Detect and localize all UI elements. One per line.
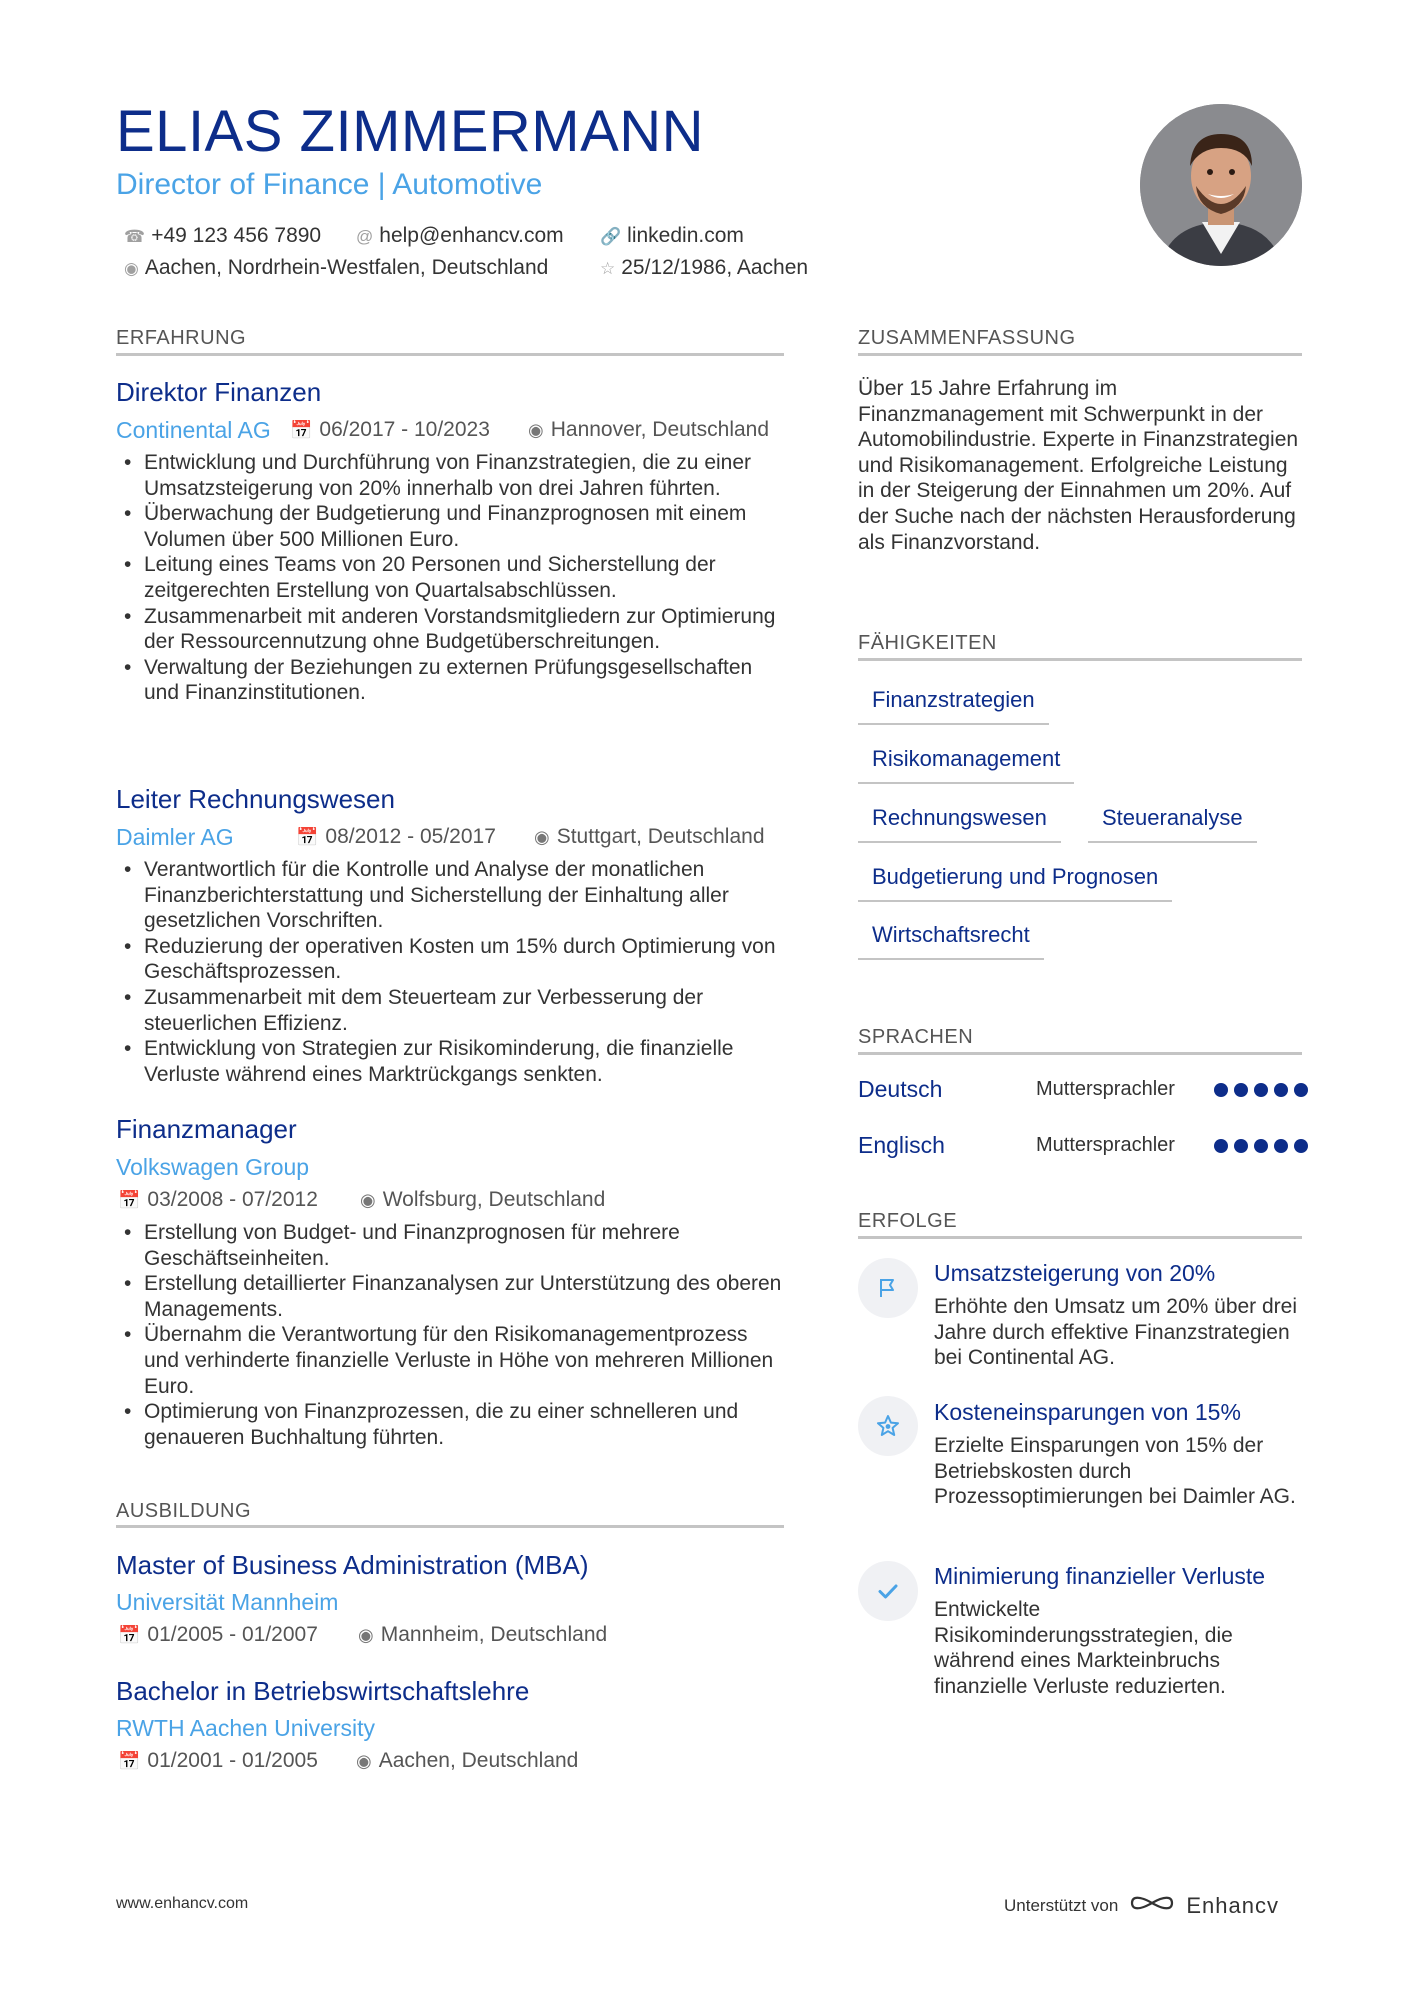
enhancv-logo-icon bbox=[1128, 1890, 1176, 1921]
candidate-name: ELIAS ZIMMERMANN bbox=[116, 99, 705, 164]
skill-tag: Rechnungswesen bbox=[858, 805, 1061, 843]
job-dates: 📅 08/2012 - 05/2017 bbox=[296, 825, 496, 848]
contact-linkedin[interactable]: 🔗 linkedin.com bbox=[600, 224, 744, 247]
achievement-title: Minimierung finanzieller Verluste bbox=[934, 1563, 1266, 1589]
edu-location: ◉ Aachen, Deutschland bbox=[356, 1749, 579, 1772]
list-item: • Entwicklung und Durchführung von Finanzstrategien, die zu einer Umsatzsteigerung von 20% innerhalb von drei Jahren führten. bbox=[116, 450, 786, 501]
section-divider bbox=[116, 1525, 784, 1528]
edu-location: ◉ Mannheim, Deutschland bbox=[358, 1623, 608, 1646]
section-title-summary: ZUSAMMENFASSUNG bbox=[858, 327, 1076, 349]
location-pin-icon: ◉ bbox=[534, 827, 550, 847]
rating-dot bbox=[1254, 1083, 1268, 1097]
rating-dot bbox=[1234, 1083, 1248, 1097]
achievement-desc: Erzielte Einsparungen von 15% der Betriebskosten durch Prozessoptimierungen bei Daimler AG. bbox=[934, 1434, 1296, 1509]
star-icon: ☆ bbox=[600, 259, 616, 278]
job-bullets bbox=[116, 450, 786, 706]
section-divider bbox=[858, 658, 1302, 661]
list-item: • Optimierung von Finanzprozessen, die zu einer schnelleren und genaueren Buchhaltung führten. bbox=[116, 1399, 786, 1450]
list-item: • Reduzierung der operativen Kosten um 15% durch Optimierung von Geschäftsprozessen. bbox=[116, 934, 786, 985]
skill-tag: Risikomanagement bbox=[858, 746, 1074, 784]
section-divider bbox=[858, 1052, 1302, 1055]
brand-name: Enhancv bbox=[1186, 1892, 1279, 1918]
rating-dot bbox=[1214, 1139, 1228, 1153]
job-title: Direktor Finanzen bbox=[116, 377, 322, 407]
list-item: • Zusammenarbeit mit anderen Vorstandsmitgliedern zur Optimierung der Ressourcennutzung ohne Budgetüberschreitungen. bbox=[116, 604, 786, 655]
job-dates: 📅 03/2008 - 07/2012 bbox=[118, 1188, 318, 1211]
section-divider bbox=[858, 1236, 1302, 1239]
location-pin-icon: ◉ bbox=[360, 1190, 376, 1210]
job-company: Volkswagen Group bbox=[116, 1154, 310, 1180]
edu-dates: 📅 01/2001 - 01/2005 bbox=[118, 1749, 318, 1772]
list-item: • Leitung eines Teams von 20 Personen und Sicherstellung der zeitgerechten Erstellung von Quartalsabschlüssen. bbox=[116, 552, 786, 603]
skill-tag: Steueranalyse bbox=[1088, 805, 1257, 843]
language-rating bbox=[1214, 1083, 1308, 1097]
list-item: • Entwicklung von Strategien zur Risikominderung, die finanzielle Verluste während eines Marktrückgangs senkten. bbox=[116, 1036, 786, 1087]
edu-school: Universität Mannheim bbox=[116, 1589, 339, 1615]
edu-degree: Master of Business Administration (MBA) bbox=[116, 1550, 589, 1580]
skill-tag: Finanzstrategien bbox=[858, 687, 1049, 725]
achievement-title: Umsatzsteigerung von 20% bbox=[934, 1260, 1216, 1286]
list-item: • Verantwortlich für die Kontrolle und Analyse der monatlichen Finanzberichterstattung und Sicherstellung der Einhaltung aller gesetzlichen Vorschriften. bbox=[116, 857, 786, 934]
rating-dot bbox=[1234, 1139, 1248, 1153]
language-rating bbox=[1214, 1139, 1308, 1153]
footer-website[interactable]: www.enhancv.com bbox=[116, 1895, 249, 1912]
section-title-experience: ERFAHRUNG bbox=[116, 327, 247, 349]
star-icon bbox=[858, 1396, 918, 1456]
flag-icon bbox=[858, 1258, 918, 1318]
list-item: • Erstellung detaillierter Finanzanalysen zur Unterstützung des oberen Managements. bbox=[116, 1271, 786, 1322]
check-icon bbox=[858, 1561, 918, 1621]
contact-email[interactable]: @ help@enhancv.com bbox=[356, 224, 564, 247]
calendar-icon: 📅 bbox=[118, 1190, 141, 1210]
achievement-title: Kosteneinsparungen von 15% bbox=[934, 1399, 1241, 1425]
section-title-languages: SPRACHEN bbox=[858, 1026, 974, 1048]
job-title: Leiter Rechnungswesen bbox=[116, 784, 395, 814]
calendar-icon: 📅 bbox=[290, 420, 313, 440]
contact-birth: ☆ 25/12/1986, Aachen bbox=[600, 256, 809, 279]
job-bullets bbox=[116, 1220, 786, 1450]
achievement-desc: Entwickelte Risikominderungsstrategien, die während eines Markteinbruchs finanzielle Verluste reduzierten. bbox=[934, 1598, 1233, 1698]
list-item: • Überwachung der Budgetierung und Finanzprognosen mit einem Volumen über 500 Millionen Euro. bbox=[116, 501, 786, 552]
section-title-skills: FÄHIGKEITEN bbox=[858, 632, 997, 654]
language-name: Deutsch bbox=[858, 1076, 943, 1102]
edu-degree: Bachelor in Betriebswirtschaftslehre bbox=[116, 1676, 530, 1706]
job-title: Finanzmanager bbox=[116, 1114, 297, 1144]
language-name: Englisch bbox=[858, 1132, 945, 1158]
rating-dot bbox=[1214, 1083, 1228, 1097]
section-title-achievements: ERFOLGE bbox=[858, 1210, 958, 1232]
language-level: Muttersprachler bbox=[1036, 1078, 1175, 1100]
job-dates: 📅 06/2017 - 10/2023 bbox=[290, 418, 490, 441]
job-company: Daimler AG bbox=[116, 824, 234, 850]
contact-location: ◉ Aachen, Nordrhein-Westfalen, Deutschland bbox=[124, 256, 549, 279]
rating-dot bbox=[1294, 1083, 1308, 1097]
profile-photo bbox=[1140, 104, 1302, 266]
section-divider bbox=[116, 353, 784, 356]
phone-icon: ☎ bbox=[124, 227, 146, 246]
job-company: Continental AG bbox=[116, 417, 271, 443]
rating-dot bbox=[1274, 1139, 1288, 1153]
location-pin-icon: ◉ bbox=[356, 1751, 372, 1771]
rating-dot bbox=[1254, 1139, 1268, 1153]
calendar-icon: 📅 bbox=[296, 827, 319, 847]
section-divider bbox=[858, 353, 1302, 356]
link-icon: 🔗 bbox=[600, 227, 622, 246]
candidate-role: Director of Finance | Automotive bbox=[116, 168, 543, 201]
skill-tag: Budgetierung und Prognosen bbox=[858, 864, 1172, 902]
contact-phone: ☎ +49 123 456 7890 bbox=[124, 224, 322, 247]
calendar-icon: 📅 bbox=[118, 1751, 141, 1771]
language-level: Muttersprachler bbox=[1036, 1134, 1175, 1156]
rating-dot bbox=[1274, 1083, 1288, 1097]
achievement-desc: Erhöhte den Umsatz um 20% über drei Jahre durch effektive Finanzstrategien bei Continental AG. bbox=[934, 1295, 1298, 1370]
at-icon: @ bbox=[356, 227, 374, 246]
location-pin-icon: ◉ bbox=[358, 1625, 374, 1645]
section-title-education: AUSBILDUNG bbox=[116, 1500, 252, 1522]
job-location: ◉ Wolfsburg, Deutschland bbox=[360, 1188, 606, 1211]
edu-school: RWTH Aachen University bbox=[116, 1715, 376, 1741]
job-location: ◉ Hannover, Deutschland bbox=[528, 418, 770, 441]
footer-powered[interactable] bbox=[1004, 1890, 1279, 1921]
list-item: • Erstellung von Budget- und Finanzprognosen für mehrere Geschäftseinheiten. bbox=[116, 1220, 786, 1271]
job-location: ◉ Stuttgart, Deutschland bbox=[534, 825, 765, 848]
summary-text: Über 15 Jahre Erfahrung im Finanzmanagement mit Schwerpunkt in der Automobilindustrie. Experte in Finanzstrategien und Risikomanagement. Erfolgreiche Leistung in der Steigerung der Einnahmen um 20%. Auf der Suche nach der nächsten Herausforderung als Finanzvorstand. bbox=[858, 377, 1299, 554]
skill-tag: Wirtschaftsrecht bbox=[858, 922, 1044, 960]
list-item: • Übernahm die Verantwortung für den Risikomanagementprozess und verhinderte finanzielle Verluste in Höhe von mehreren Millionen Euro. bbox=[116, 1322, 786, 1399]
calendar-icon: 📅 bbox=[118, 1625, 141, 1645]
list-item: • Zusammenarbeit mit dem Steuerteam zur Verbesserung der steuerlichen Effizienz. bbox=[116, 985, 786, 1036]
edu-dates: 📅 01/2005 - 01/2007 bbox=[118, 1623, 318, 1646]
location-pin-icon: ◉ bbox=[528, 420, 544, 440]
location-pin-icon: ◉ bbox=[124, 259, 139, 278]
rating-dot bbox=[1294, 1139, 1308, 1153]
powered-by-label: Unterstützt von bbox=[1004, 1895, 1119, 1915]
job-bullets bbox=[116, 857, 786, 1087]
list-item: • Verwaltung der Beziehungen zu externen Prüfungsgesellschaften und Finanzinstitutionen. bbox=[116, 655, 786, 706]
